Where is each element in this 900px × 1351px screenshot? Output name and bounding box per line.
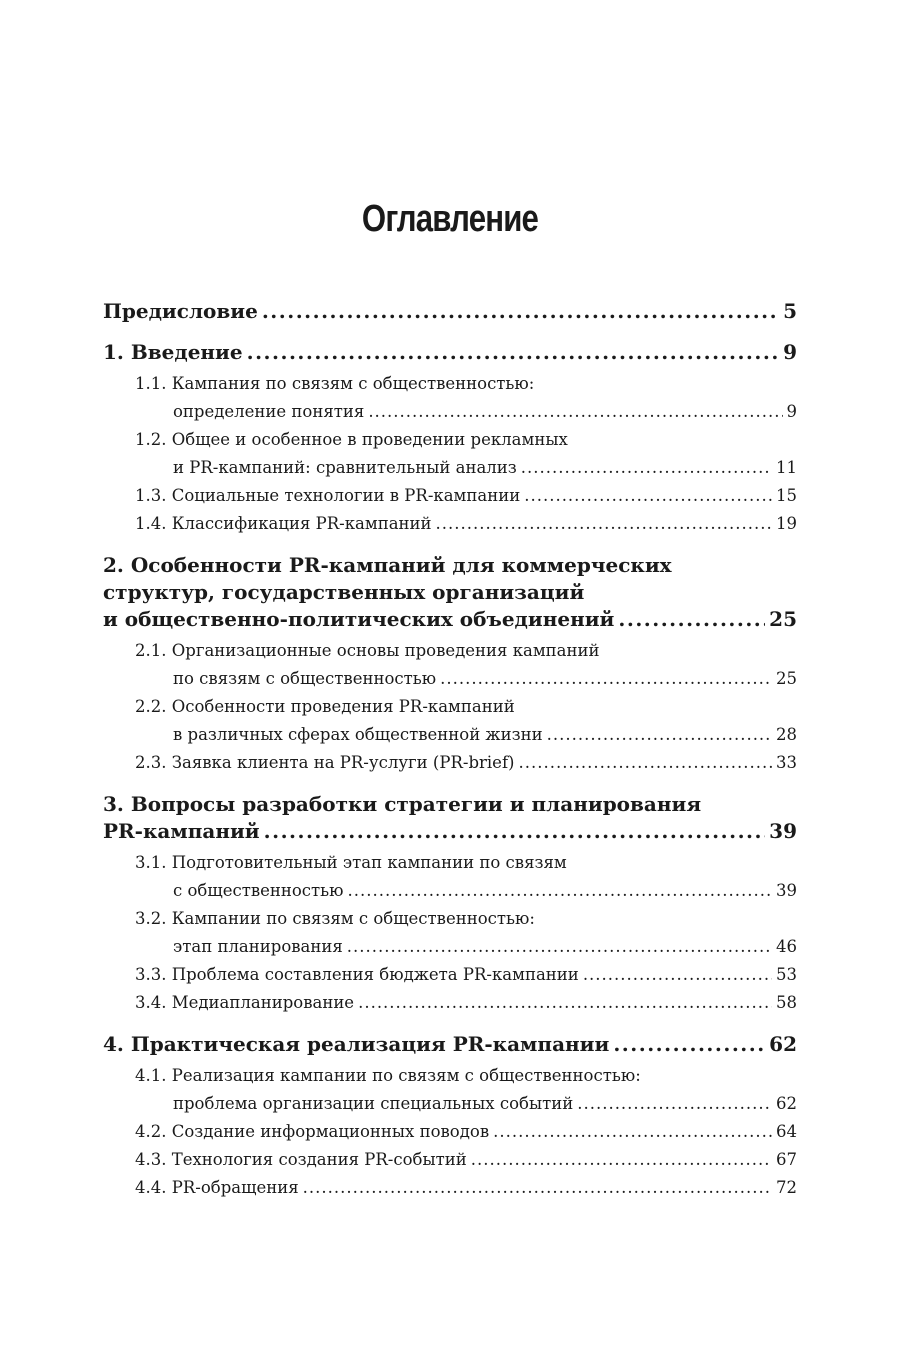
toc-line — [103, 791, 797, 818]
toc-line — [135, 370, 797, 398]
dot-leader — [262, 298, 779, 325]
dot-leader — [493, 1118, 772, 1146]
toc-line — [135, 637, 797, 665]
dot-leader — [264, 818, 766, 845]
toc-entry-text: 2. Особенности PR-кампаний для коммерческих — [103, 553, 672, 577]
dot-leader — [471, 1146, 772, 1174]
page-number: 19 — [776, 514, 797, 533]
toc-line — [103, 818, 797, 845]
toc-line — [135, 454, 797, 482]
toc-line — [135, 721, 797, 749]
toc-entry-text: 4.4. PR-обращения — [135, 1178, 299, 1197]
page-number: 28 — [776, 725, 797, 744]
toc-section[interactable] — [103, 905, 797, 961]
toc-entry-text: 4.3. Технология создания PR-событий — [135, 1150, 467, 1169]
toc-line — [103, 579, 797, 606]
toc-entry-text: PR-кампаний — [103, 819, 260, 843]
toc-section[interactable] — [103, 1174, 797, 1202]
toc-line — [135, 905, 797, 933]
dot-leader — [347, 933, 772, 961]
dot-leader — [368, 398, 782, 426]
dot-leader — [618, 606, 765, 633]
toc-section[interactable] — [103, 637, 797, 693]
toc-section[interactable] — [103, 749, 797, 777]
toc-line — [135, 749, 797, 777]
dot-leader — [440, 665, 772, 693]
page-number: 5 — [783, 299, 797, 323]
toc-entry-text: и PR-кампаний: сравнительный анализ — [173, 458, 517, 477]
page-number: 33 — [776, 753, 797, 772]
toc-line — [135, 482, 797, 510]
dot-leader — [547, 721, 772, 749]
toc-section[interactable] — [103, 961, 797, 989]
toc-section[interactable] — [103, 1118, 797, 1146]
toc-entry-text: 1.4. Классификация PR-кампаний — [135, 514, 432, 533]
page-number: 58 — [776, 993, 797, 1012]
toc-entry-text: 1.1. Кампания по связям с общественностью: — [135, 374, 535, 393]
page-number: 62 — [776, 1094, 797, 1113]
toc-entry-text: 2.1. Организационные основы проведения кампаний — [135, 641, 600, 660]
toc-line — [135, 933, 797, 961]
toc-line — [135, 1090, 797, 1118]
dot-leader — [518, 749, 772, 777]
dot-leader — [583, 961, 772, 989]
toc-chapter-block — [103, 552, 797, 777]
toc-chapter[interactable] — [103, 1031, 797, 1058]
toc-line — [135, 510, 797, 538]
page-number: 39 — [769, 819, 797, 843]
toc-line — [135, 877, 797, 905]
toc-chapter[interactable] — [103, 298, 797, 325]
toc-entry-text: 2.2. Особенности проведения PR-кампаний — [135, 697, 515, 716]
toc-entry-text: определение понятия — [173, 402, 365, 421]
dot-leader — [348, 877, 772, 905]
page-number: 9 — [786, 402, 797, 421]
toc-line — [135, 1146, 797, 1174]
page-number: 72 — [776, 1178, 797, 1197]
toc-chapter-block — [103, 298, 797, 325]
toc-section[interactable] — [103, 482, 797, 510]
toc-entry-text: 2.3. Заявка клиента на PR-услуги (PR-brief) — [135, 753, 515, 772]
toc-entry-text: 3.4. Медиапланирование — [135, 993, 355, 1012]
dot-leader — [436, 510, 772, 538]
toc-entry-text: структур, государственных организаций — [103, 580, 585, 604]
toc-entry-text: Предисловие — [103, 299, 258, 323]
toc-line — [103, 298, 797, 325]
page-number: 64 — [776, 1122, 797, 1141]
toc-chapter[interactable] — [103, 339, 797, 366]
toc-line — [135, 1174, 797, 1202]
toc-entry-text: 4.2. Создание информационных поводов — [135, 1122, 490, 1141]
toc-line — [135, 849, 797, 877]
dot-leader — [524, 482, 772, 510]
toc-entry-text: 1.2. Общее и особенное в проведении рекламных — [135, 430, 568, 449]
toc-section[interactable] — [103, 1062, 797, 1118]
toc-entry-text: с общественностью — [173, 881, 344, 900]
toc-line — [135, 1062, 797, 1090]
page-number: 53 — [776, 965, 797, 984]
page-number: 62 — [769, 1032, 797, 1056]
toc-entry-text: 4. Практическая реализация PR-кампании — [103, 1032, 610, 1056]
toc-section[interactable] — [103, 1146, 797, 1174]
page-number: 11 — [776, 458, 797, 477]
toc-line — [135, 426, 797, 454]
toc-line — [135, 961, 797, 989]
toc-section[interactable] — [103, 849, 797, 905]
dot-leader — [303, 1174, 772, 1202]
page-number: 25 — [769, 607, 797, 631]
page-number: 25 — [776, 669, 797, 688]
dot-leader — [358, 989, 772, 1017]
dot-leader — [613, 1031, 765, 1058]
toc-chapter-block — [103, 1031, 797, 1202]
toc-chapter[interactable] — [103, 552, 797, 633]
page-number: 15 — [776, 486, 797, 505]
page-number: 39 — [776, 881, 797, 900]
toc-entry-text: этап планирования — [173, 937, 343, 956]
toc-section[interactable] — [103, 989, 797, 1017]
toc-line — [135, 989, 797, 1017]
toc-section[interactable] — [103, 426, 797, 482]
toc-line — [135, 665, 797, 693]
toc-entry-text: 1.3. Социальные технологии в PR-кампании — [135, 486, 521, 505]
toc-section[interactable] — [103, 693, 797, 749]
toc-line — [103, 339, 797, 366]
toc-section[interactable] — [103, 510, 797, 538]
toc-line — [135, 1118, 797, 1146]
toc-entry-text: 3.1. Подготовительный этап кампании по связям — [135, 853, 567, 872]
toc-line — [103, 606, 797, 633]
toc-entry-text: 4.1. Реализация кампании по связям с общественностью: — [135, 1066, 641, 1085]
toc-entry-text: 3.3. Проблема составления бюджета PR-кампании — [135, 965, 579, 984]
toc-entry-text: по связям с общественностью — [173, 669, 437, 688]
toc-line — [103, 1031, 797, 1058]
page-number: 46 — [776, 937, 797, 956]
toc-line — [103, 552, 797, 579]
toc-chapter-block — [103, 791, 797, 1017]
toc-chapter[interactable] — [103, 791, 797, 845]
toc-line — [135, 398, 797, 426]
page-number: 67 — [776, 1150, 797, 1169]
dot-leader — [247, 339, 779, 366]
toc-entry-text: в различных сферах общественной жизни — [173, 725, 543, 744]
page-title: Оглавление — [361, 198, 539, 240]
table-of-contents — [103, 298, 797, 1216]
dot-leader — [577, 1090, 772, 1118]
toc-entry-text: 1. Введение — [103, 340, 243, 364]
toc-entry-text: и общественно-политических объединений — [103, 607, 615, 631]
toc-section[interactable] — [103, 370, 797, 426]
toc-entry-text: проблема организации специальных событий — [173, 1094, 574, 1113]
toc-line — [135, 693, 797, 721]
toc-entry-text: 3. Вопросы разработки стратегии и планирования — [103, 792, 702, 816]
toc-entry-text: 3.2. Кампании по связям с общественностью: — [135, 909, 535, 928]
toc-chapter-block — [103, 339, 797, 538]
dot-leader — [521, 454, 772, 482]
page-number: 9 — [783, 340, 797, 364]
